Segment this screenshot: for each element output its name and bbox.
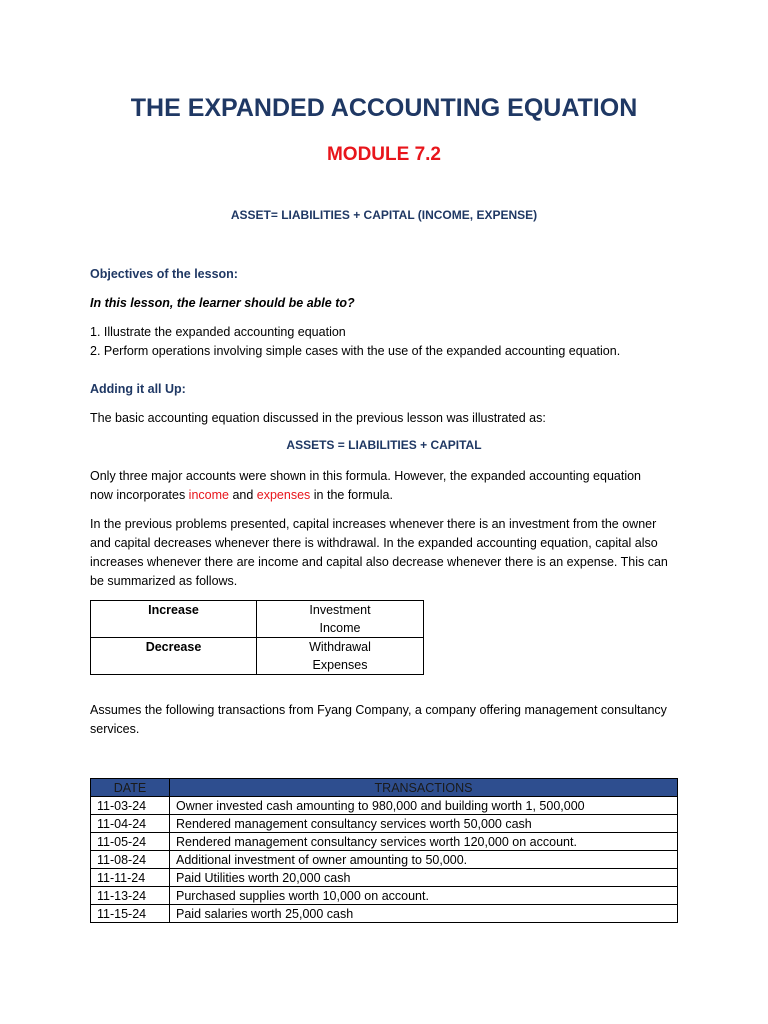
text-run: in the formula. [310, 488, 393, 502]
transaction-cell: Owner invested cash amounting to 980,000 and building worth 1, 500,000 [170, 797, 678, 815]
cell-line: Income [319, 621, 361, 635]
transaction-cell: Paid Utilities worth 20,000 cash [170, 869, 678, 887]
objective-item: 2. Perform operations involving simple cases with the use of the expanded accounting equation. [90, 344, 621, 358]
table-row [91, 905, 678, 923]
transaction-cell: Rendered management consultancy services worth 50,000 cash [170, 815, 678, 833]
objectives-heading: Objectives of the lesson: [90, 267, 238, 281]
capital-summary-table [90, 600, 424, 675]
decrease-items [257, 638, 424, 675]
paragraph-line: increases whenever there are income and capital also decrease whenever there is an expense. This can [90, 555, 668, 569]
cell-line: Withdrawal [309, 640, 371, 654]
text-run: and [228, 488, 257, 502]
date-cell: 11-13-24 [91, 887, 170, 905]
objective-item: 1. Illustrate the expanded accounting equation [90, 325, 346, 339]
basic-paragraph: The basic accounting equation discussed in the previous lesson was illustrated as: [90, 411, 546, 425]
table-header-row [91, 779, 678, 797]
decrease-label: Decrease [91, 638, 257, 675]
transaction-cell: Paid salaries worth 25,000 cash [170, 905, 678, 923]
date-cell: 11-08-24 [91, 851, 170, 869]
table-row [91, 833, 678, 851]
expanded-equation: ASSET= LIABILITIES + CAPITAL (INCOME, EXPENSE) [230, 208, 538, 222]
basic-equation: ASSETS = LIABILITIES + CAPITAL [286, 438, 482, 452]
paragraph-capital [90, 515, 690, 591]
paragraph-line [90, 486, 690, 505]
transactions-column-header: TRANSACTIONS [170, 779, 678, 797]
date-cell: 11-04-24 [91, 815, 170, 833]
expenses-highlight: expenses [256, 488, 311, 502]
paragraph-line: In the previous problems presented, capital increases whenever there is an investment from the owner [90, 517, 657, 531]
transactions-intro [90, 701, 690, 739]
paragraph-line: and capital decreases whenever there is withdrawal. In the expanded accounting equation, capital also [90, 536, 658, 550]
table-row [91, 601, 424, 638]
date-column-header: DATE [91, 779, 170, 797]
paragraph-line: Only three major accounts were shown in this formula. However, the expanded accounting equation [90, 469, 642, 483]
transaction-cell: Purchased supplies worth 10,000 on account. [170, 887, 678, 905]
document-title: THE EXPANDED ACCOUNTING EQUATION [130, 94, 638, 122]
income-highlight: income [188, 488, 229, 502]
module-number: MODULE 7.2 [326, 144, 442, 165]
date-cell: 11-05-24 [91, 833, 170, 851]
adding-heading: Adding it all Up: [90, 382, 186, 396]
paragraph-line: services. [90, 722, 140, 736]
table-row [91, 869, 678, 887]
table-row [91, 638, 424, 675]
date-cell: 11-03-24 [91, 797, 170, 815]
transactions-table [90, 778, 678, 923]
paragraph-line: Assumes the following transactions from Fyang Company, a company offering management consultancy [90, 703, 667, 717]
table-row [91, 797, 678, 815]
date-cell: 11-11-24 [91, 869, 170, 887]
objectives-list [90, 323, 690, 361]
cell-line: Investment [309, 603, 371, 617]
transaction-cell: Rendered management consultancy services worth 120,000 on account. [170, 833, 678, 851]
increase-items [257, 601, 424, 638]
table-row [91, 887, 678, 905]
date-cell: 11-15-24 [91, 905, 170, 923]
paragraph-line: be summarized as follows. [90, 574, 238, 588]
table-row [91, 851, 678, 869]
increase-label: Increase [91, 601, 257, 638]
cell-line: Expenses [312, 658, 368, 672]
table-row [91, 815, 678, 833]
transaction-cell: Additional investment of owner amounting to 50,000. [170, 851, 678, 869]
paragraph-expanded [90, 467, 690, 505]
objectives-intro: In this lesson, the learner should be able to? [90, 296, 355, 310]
text-run: now incorporates [90, 488, 189, 502]
